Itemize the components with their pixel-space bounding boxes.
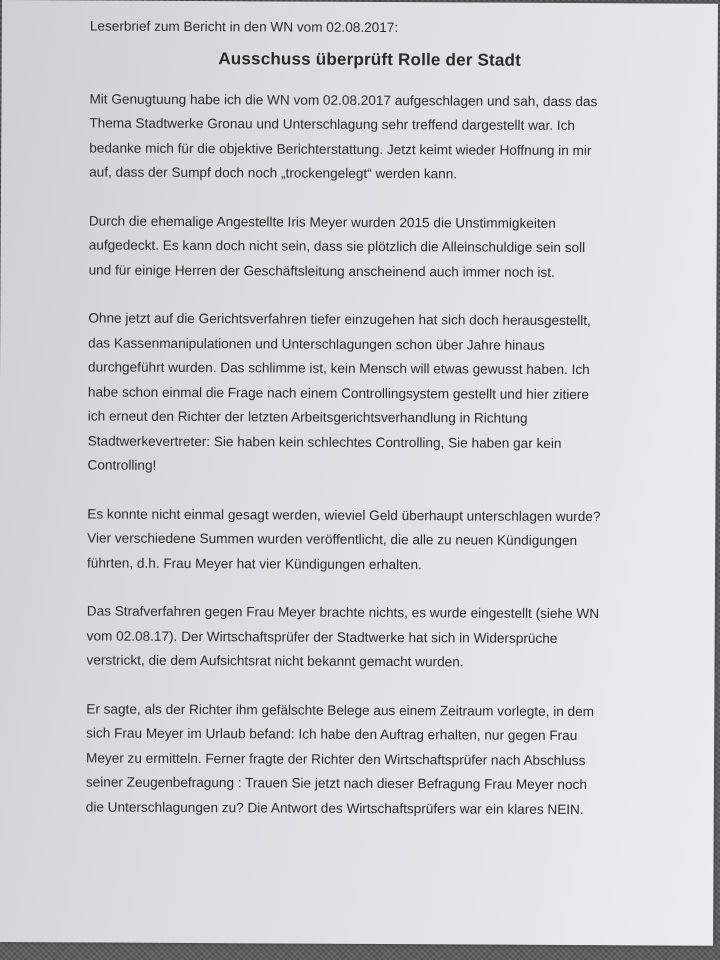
text-line: aufgedeckt. Es kann doch nicht sein, dass sie plötzlich die Alleinschuldige sein soll [88,237,586,256]
text-line: Stadtwerkevertreter: Sie haben kein schlechtes Controlling, Sie haben gar kein [87,432,562,451]
letter-content [86,14,650,846]
text-line: vom 02.08.17). Der Wirtschaftsprüfer der Stadtwerke hat sich in Widersprüche [86,627,558,646]
paragraph-6 [86,697,647,822]
text-line: Es konnte nicht einmal gesagt werden, wieviel Geld überhaupt unterschlagen wurde? [87,505,601,524]
paragraph-3 [87,306,648,480]
paragraph-4 [87,502,647,578]
text-line: das Kassenmanipulationen und Unterschlagungen schon über Jahre hinaus [88,334,545,353]
text-line: ich erneut den Richter der letzten Arbeitsgerichtsverhandlung in Richtung [87,408,528,426]
paragraph-5 [86,599,646,675]
text-line: Thema Stadtwerke Gronau und Unterschlagung sehr treffend dargestellt war. Ich [89,115,576,134]
text-line: Ohne jetzt auf die Gerichtsverfahren tiefer einzugehen hat sich doch herausgestellt, [88,310,591,329]
paragraph-2 [89,209,649,285]
text-line: Meyer zu ermitteln. Ferner fragte der Richter den Wirtschaftsprüfer nach Abschluss [85,749,586,768]
text-line: verstrickt, die dem Aufsichtsrat nicht bekannt gemacht wurden. [86,652,464,670]
text-line: Er sagte, als der Richter ihm gefälschte Belege aus einem Zeitraum vorlegte, in dem [86,700,595,719]
text-line: auf, dass der Sumpf doch noch „trockengelegt“ werden kann. [89,164,458,182]
text-line: seiner Zeugenbefragung : Trauen Sie jetzt nach dieser Befragung Frau Meyer noch [85,774,587,793]
text-line: Mit Genugtuung habe ich die WN vom 02.08.2017 aufgeschlagen und sah, dass das [89,90,598,109]
letter-header: Leserbrief zum Bericht in den WN vom 02.08.2017: [89,18,399,36]
paragraph-1 [89,87,650,188]
text-line: bedanke mich für die objektive Berichterstattung. Jetzt keimt wieder Hoffnung in mir [89,139,592,158]
text-line: habe schon einmal die Frage nach einem Controllingsystem gestellt und hier zitiere [87,383,589,402]
text-line: Vier verschiedene Summen wurden veröffentlicht, die alle zu neuen Kündigungen [87,530,578,549]
text-line: Durch die ehemalige Angestellte Iris Meyer wurden 2015 die Unstimmigkeiten [88,212,556,231]
text-line: und für einige Herren der Geschäftsleitung anscheinend auch immer noch ist. [88,261,555,280]
text-line: die Unterschlagungen zu? Die Antwort des Wirtschaftsprüfers war ein klares NEIN. [85,798,584,817]
text-line: Das Strafverfahren gegen Frau Meyer brachte nichts, es wurde eingestellt (siehe WN [86,603,600,622]
text-line: führten, d.h. Frau Meyer hat vier Kündigungen erhalten. [87,554,422,572]
text-line: sich Frau Meyer im Urlaub befand: Ich habe den Auftrag erhalten, nur gegen Frau [86,725,578,744]
letter-title: Ausschuss überprüft Rolle der Stadt [218,48,522,70]
text-line: Controlling! [87,457,157,473]
text-line: durchgeführt wurden. Das schlimme ist, kein Mensch will etwas gewusst haben. Ich [88,359,590,378]
